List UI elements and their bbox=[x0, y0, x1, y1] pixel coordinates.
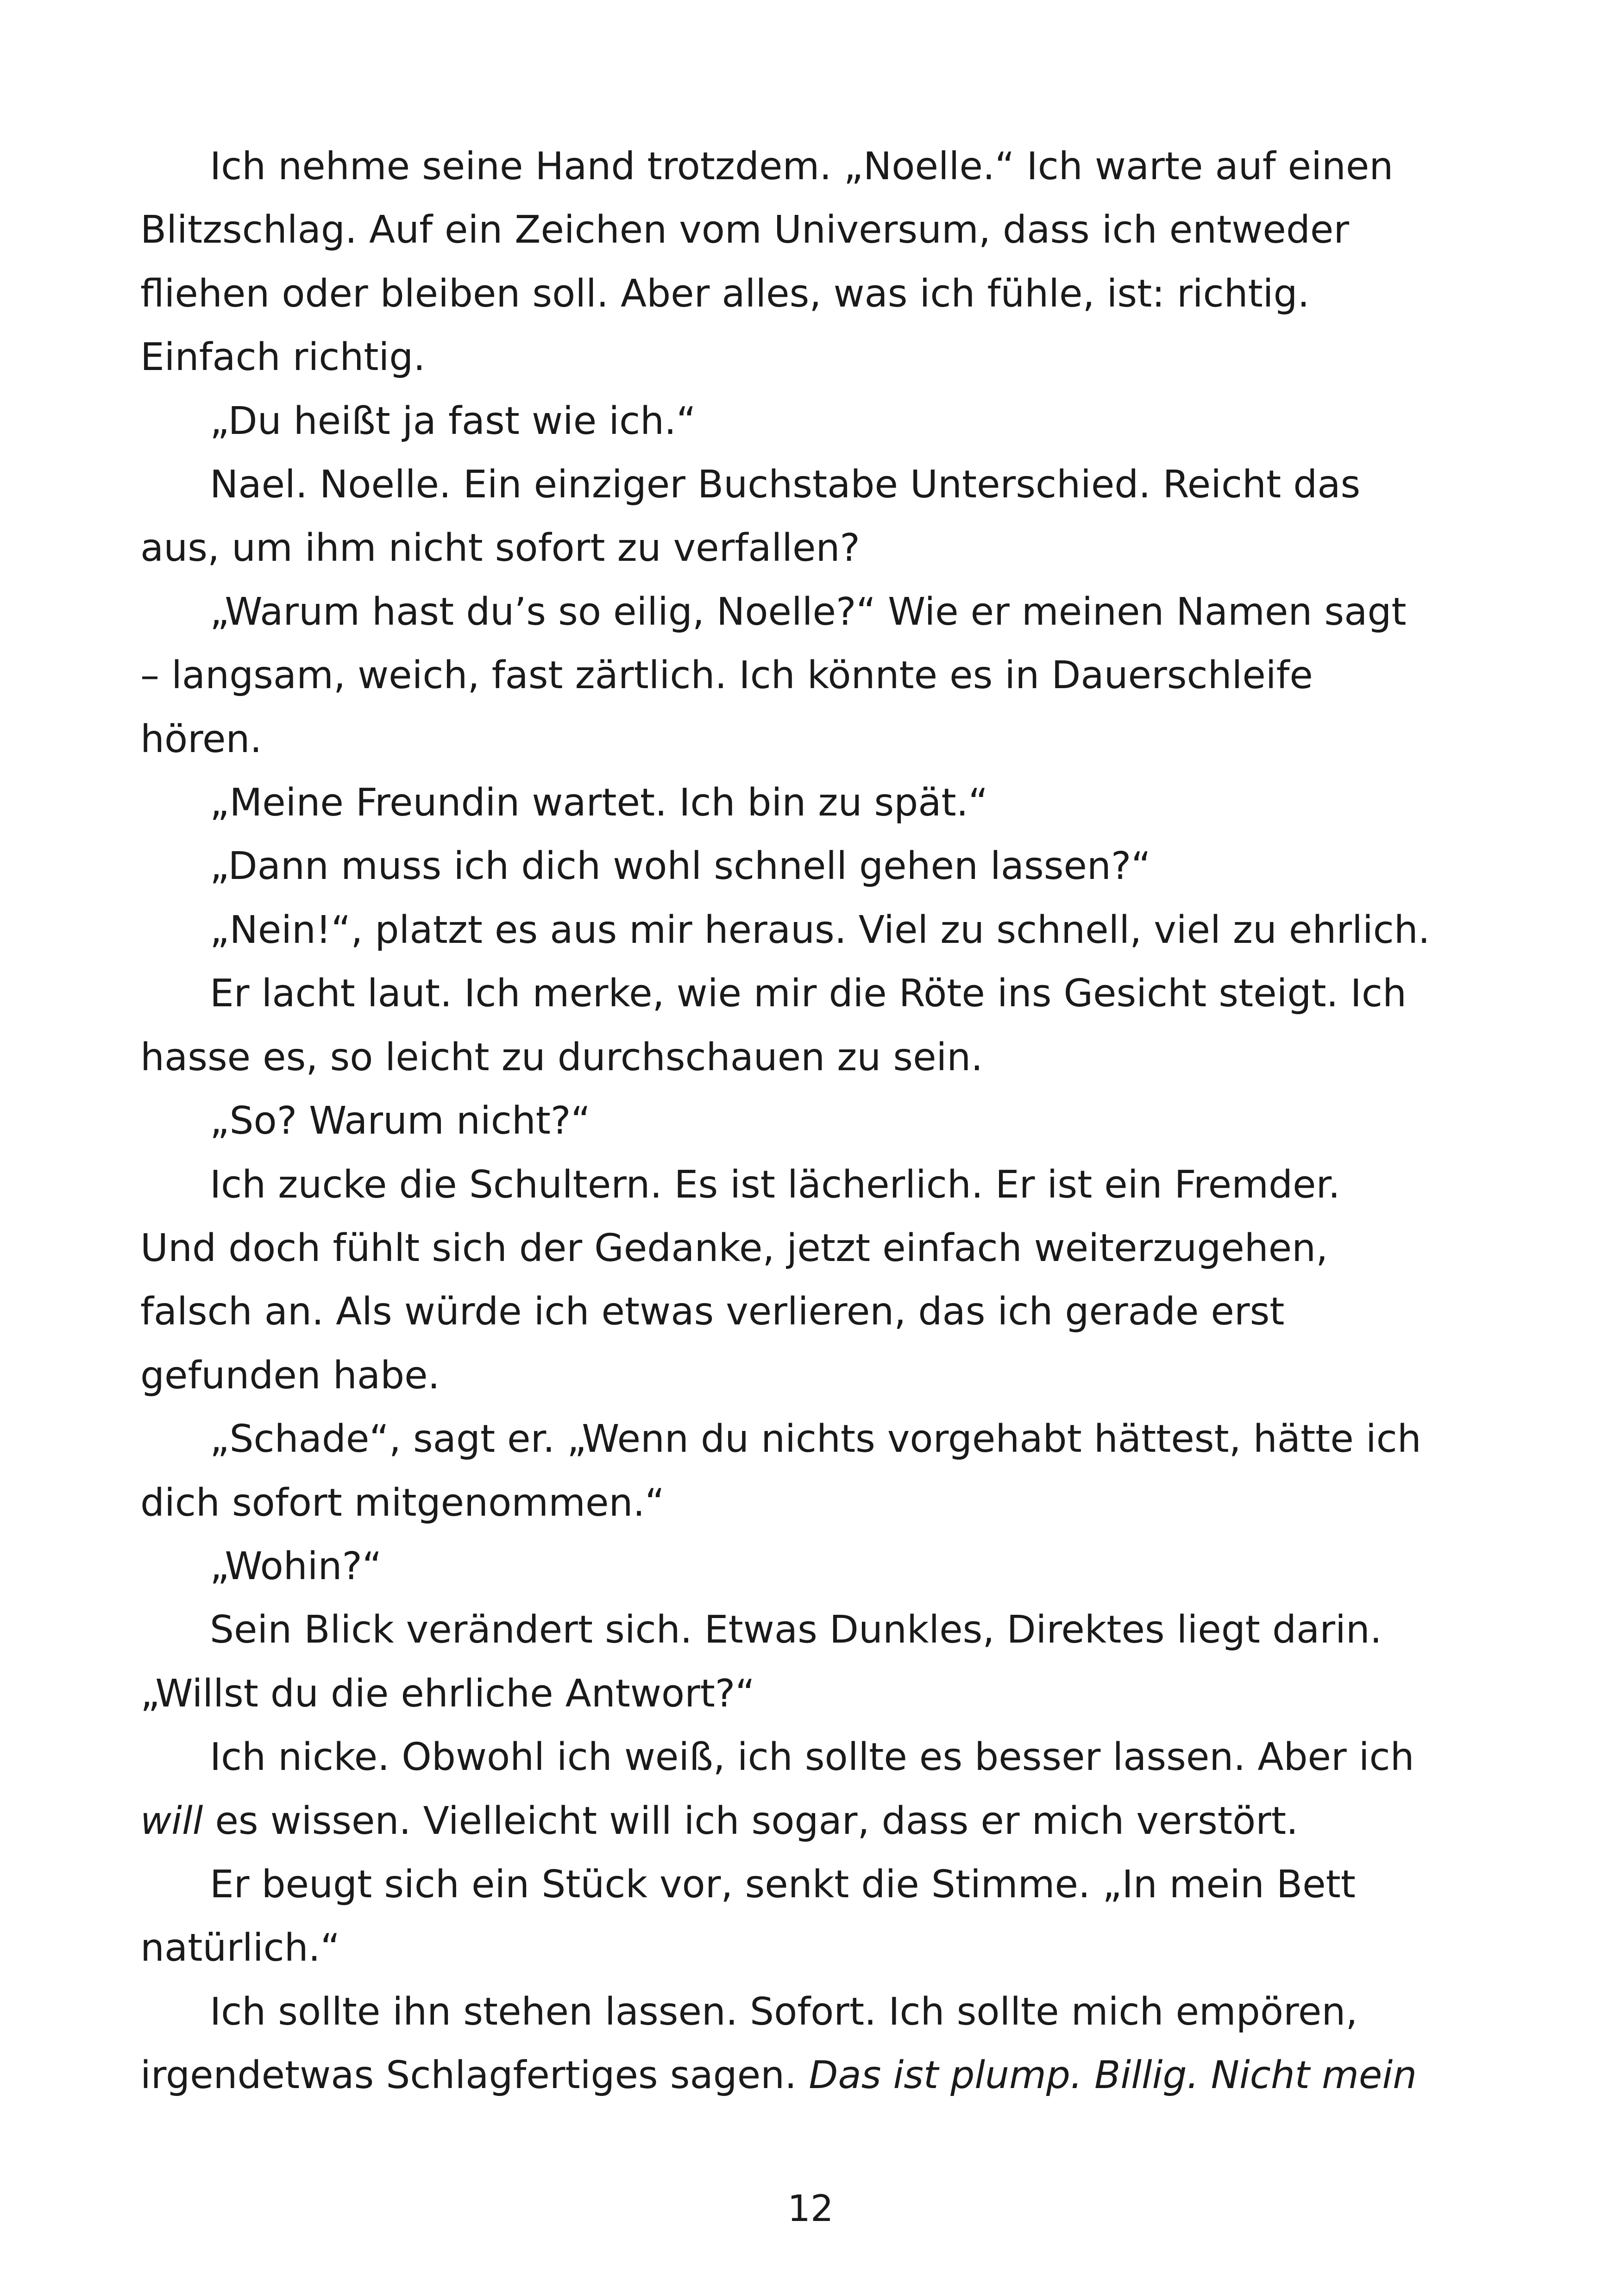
paragraph-16 bbox=[140, 1980, 1437, 2108]
paragraph-14-emphasis: will bbox=[140, 1799, 203, 1843]
paragraph-7: „Nein!“, platzt es aus mir heraus. Viel zu schnell, viel zu ehrlich. bbox=[210, 908, 1430, 952]
page-number: 12 bbox=[787, 2188, 834, 2230]
paragraph-1: Ich nehme seine Hand trotzdem. „Noelle.“ Ich warte auf einen Blitzschlag. Auf ein Zeichen vom Universum, dass ich entweder fliehen oder bleiben soll. Aber alles, was ich fühle, ist: richtig. Einfach richtig. bbox=[140, 144, 1394, 380]
paragraph-2: „Du heißt ja fast wie ich.“ bbox=[210, 399, 696, 443]
paragraph-13: Sein Blick verändert sich. Etwas Dunkles, Direktes liegt darin. „Willst du die ehrliche Antwort?“ bbox=[140, 1608, 1382, 1716]
paragraph-12: „Wohin?“ bbox=[210, 1544, 382, 1588]
paragraph-4: „Warum hast du’s so eilig, Noelle?“ Wie er meinen Namen sagt – langsam, weich, fast zärtlich. Ich könnte es in Dauerschleife hören. bbox=[140, 590, 1407, 761]
paragraph-3: Nael. Noelle. Ein einziger Buchstabe Unterschied. Reicht das aus, um ihm nicht sofort zu verfallen? bbox=[140, 463, 1361, 571]
paragraph-10: Ich zucke die Schultern. Es ist lächerlich. Er ist ein Fremder. Und doch fühlt sich der Gedanke, jetzt einfach weiterzugehen, falsch an. Als würde ich etwas verlieren, das ich gerade erst gefunden habe. bbox=[140, 1162, 1340, 1398]
paragraph-8: Er lacht laut. Ich merke, wie mir die Röte ins Gesicht steigt. Ich hasse es, so leicht zu durchschauen zu sein. bbox=[140, 972, 1407, 1079]
body-text bbox=[140, 135, 1437, 2108]
paragraph-14-text-after: es wissen. Vielleicht will ich sogar, dass er mich verstört. bbox=[203, 1799, 1299, 1843]
paragraph-16-text-before: Ich sollte ihn stehen lassen. Sofort. Ich sollte mich empören, irgendetwas Schlagfertiges sagen. bbox=[140, 1989, 1358, 2098]
paragraph-9: „So? Warum nicht?“ bbox=[210, 1099, 591, 1143]
paragraph-15: Er beugt sich ein Stück vor, senkt die Stimme. „In mein Bett natürlich.“ bbox=[140, 1862, 1356, 1970]
paragraph-11: „Schade“, sagt er. „Wenn du nichts vorgehabt hättest, hätte ich dich sofort mitgenommen.“ bbox=[140, 1417, 1421, 1525]
paragraph-16-emphasis: Das ist plump. Billig. Nicht mein bbox=[809, 2053, 1417, 2098]
paragraph-6: „Dann muss ich dich wohl schnell gehen lassen?“ bbox=[210, 844, 1151, 889]
paragraph-14-text-before: Ich nicke. Obwohl ich weiß, ich sollte es besser lassen. Aber ich bbox=[210, 1735, 1414, 1780]
paragraph-5: „Meine Freundin wartet. Ich bin zu spät.“ bbox=[210, 781, 988, 825]
paragraph-14 bbox=[140, 1725, 1437, 1853]
